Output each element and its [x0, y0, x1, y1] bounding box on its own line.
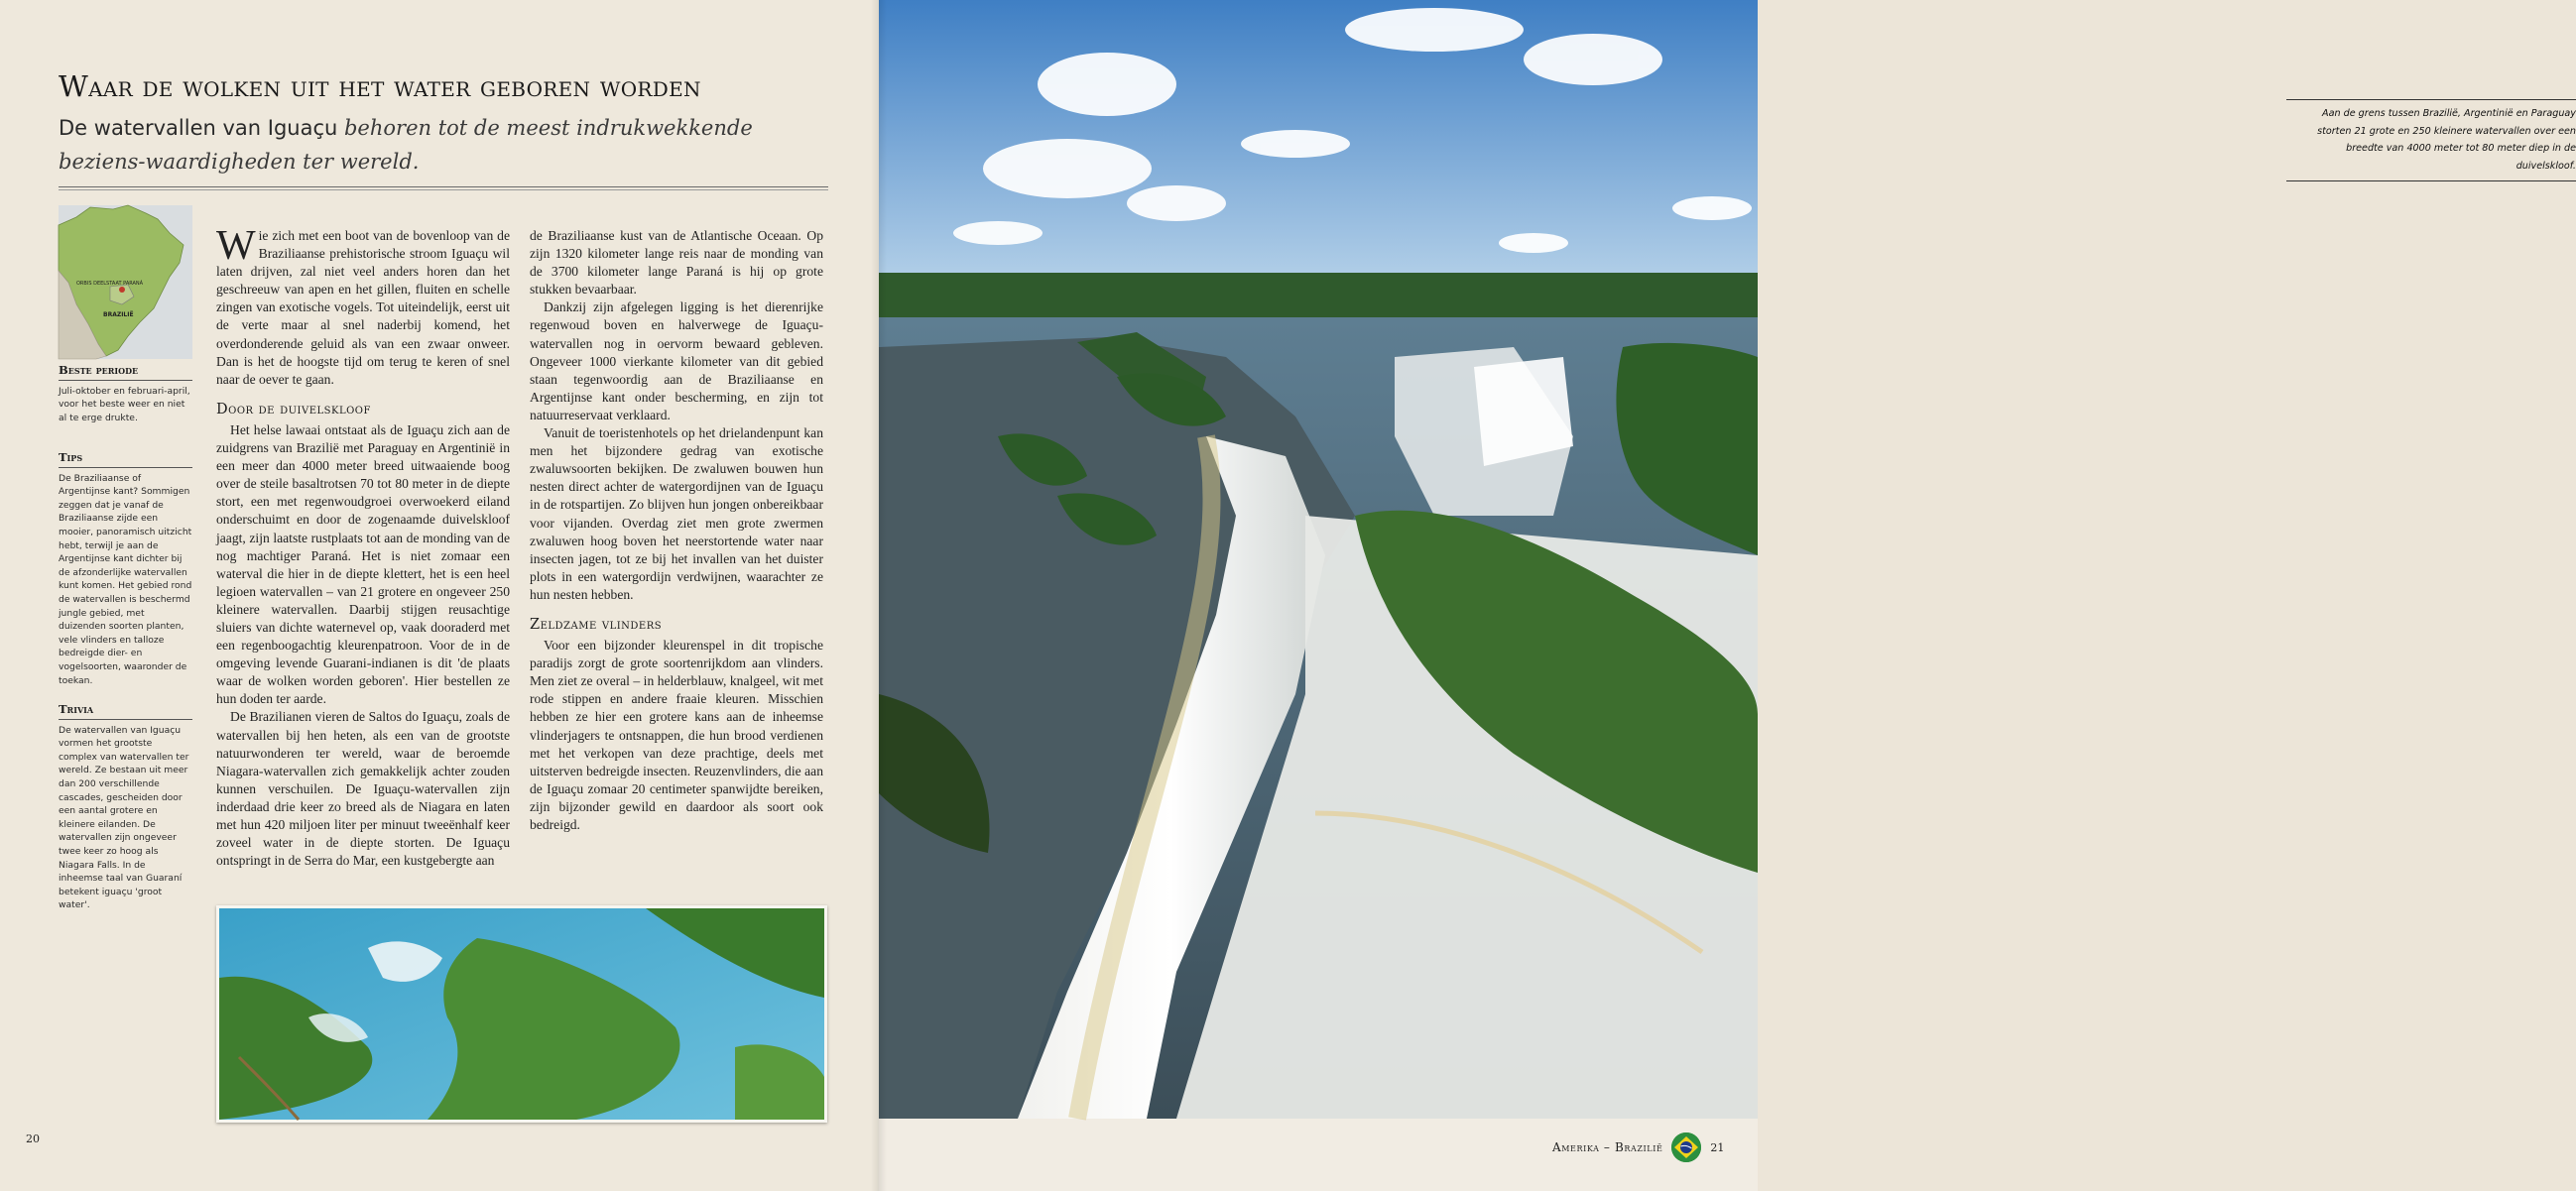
subtitle-italic: behoren tot de meest indrukwekkende beziens-waardigheden ter wereld.: [59, 116, 753, 174]
page-number-right: 21: [1710, 1140, 1725, 1154]
article-title: Waar de wolken uit het water geboren worden: [59, 69, 701, 103]
article-subtitle: [59, 111, 842, 179]
sidebar-heading: Beste periode: [59, 364, 192, 381]
subtitle-regular: De watervallen van Iguaçu: [59, 116, 338, 140]
title-rule: [59, 186, 828, 190]
sidebar-trivia: [59, 703, 192, 912]
section-heading: Zeldzame vlinders: [530, 616, 663, 633]
sidebar-tips: [59, 451, 192, 687]
body-column-1: [216, 223, 510, 870]
sidebar-text: Juli-oktober en februari-april, voor het beste weer en niet al te erge drukte.: [59, 385, 190, 423]
aerial-falls-photo: [216, 905, 827, 1123]
section-label: Amerika – Brazilië: [1552, 1140, 1663, 1154]
section-heading: Door de duivelskloof: [216, 401, 371, 417]
body-paragraph: De Brazilianen vieren de Saltos do Iguaçu, zoals de watervallen bij hen heten, als een van de grootste natuurwonderen ter wereld, waar de beroemde Niagara-watervallen zich gemakkelijk achter zouden kunnen verschuilen. De Iguaçu-watervallen zijn inderdaad drie keer zo breed als de Niagara en laten met hun 420 miljoen liter per minuut tweeënhalf keer zoveel water in de diepte storten. De Iguaçu ontspringt in de Serra do Mar, een kustgebergte aan: [216, 709, 510, 869]
sidebar-text: De Braziliaanse of Argentijnse kant? Sommigen zeggen dat je vanaf de Braziliaanse zijde een mooier, panoramisch uitzicht hebt, terwijl je aan de Argentijnse kant dichter bij de afzonderlijke watervallen kunt komen. Het gebied rond de watervallen is beschermd jungle gebied, met duizenden soorten planten, vele vlinders en talloze bedreigde dier- en vogelsoorten, waaronder de toekan.: [59, 472, 192, 686]
map-label-country: BRAZILIË: [103, 311, 134, 318]
brazil-flag-icon: [1671, 1132, 1701, 1162]
sidebar-heading: Trivia: [59, 703, 192, 720]
footer-right: [1552, 1132, 1724, 1162]
sidebar-best-period: [59, 364, 192, 424]
main-falls-photo: [879, 0, 1758, 1119]
map-label-state: ORBIS DEELSTAAT PARANÁ: [76, 281, 144, 287]
sidebar-heading: Tips: [59, 451, 192, 468]
photo-caption: Aan de grens tussen Brazilië, Argentinië en Paraguay storten 21 grote en 250 kleinere watervallen over een breedte van 4000 meter tot 80 meter diep in de duivelskloof.: [2286, 99, 2576, 181]
iguacu-marker: [119, 287, 125, 293]
left-page: [0, 0, 879, 1191]
dropcap: W: [216, 223, 256, 269]
body-paragraph: Vanuit de toeristenhotels op het drielandenpunt kan men het bijzondere gedrag van exotische zwaluwsoorten bekijken. De zwaluwen bouwen hun nesten direct achter de watergordijnen van de Iguaçu in de rotspartijen. Zo blijven hun jongen onbereikbaar voor vijanden. Overdag ziet men grote zwermen zwaluwen hoog boven het neerstortende water naar insecten jagen, tot ze bij het invallen van het duister plots in een watergordijn verdwijnen, waarachter ze hun nesten hebben.: [530, 425, 823, 602]
body-column-2: [530, 227, 823, 834]
body-paragraph: Voor een bijzonder kleurenspel in dit tropische paradijs zorgt de grote soortenrijkdom aan vlinders. Men ziet ze overal – in helderblauw, knalgeel, wit met rode stippen en andere fraaie kleuren. Misschien hebben ze hier een grotere kans aan de inheemse vlinderjagers te ontsnappen, die hun brood verdienen met het verkopen van deze prachtige, deels met uitsterven bedreigde insecten. Reuzenvlinders, die aan de Iguaçu zomaar 20 centimeter spanwijdte bereiken, zijn bijzonder gewild en daardoor als soort ook bedreigd.: [530, 638, 823, 832]
page-number-left: 20: [26, 1132, 40, 1145]
intro-paragraph: Wie zich met een boot van de bovenloop van de Braziliaanse prehistorische stroom Iguaçu wil laten drijven, zal niet veel anders horen dan het geschreeuw van apen en het gillen, fluiten en schelle zingen van exotische vogels. Tot uiteindelijk, eerst uit de verte maar al snel naderbij komend, het overdonderende geluid als van een zwaar onweer. Dan is het de hoogste tijd om terug te keren of snel naar de oever te gaan.: [216, 223, 510, 387]
right-page: [879, 0, 2576, 1191]
body-paragraph: Het helse lawaai ontstaat als de Iguaçu zich aan de zuidgrens van Brazilië met Paraguay en Argentinië in een meer dan 4000 meter breed uitwaaiende boog over de steile basaltrotsen 70 tot 80 meter in de diepte stort, een met regenwoudgroei overwoekerd eiland onderschuimt en door de zogenaamde duivelskloof jaagt, zijn laatste rustplaats tot aan de monding van de nog machtiger Paraná. Het is niet zomaar een waterval die hier in de diepte klettert, het is een heel legioen watervallen – van 21 grotere en ongeveer 250 kleinere watervallen. Daarbij stijgen reusachtige sluiers van dichte waternevel op, vaak dooraderd met een regenboogachtig kleurenpatroon. Voor de in de omgeving levende Guarani-indianen is dit 'de plaats waar de wolken worden geboren'. Hier bestellen ze hun doden ter aarde.: [216, 421, 510, 707]
brazil-locator-map: [59, 205, 192, 359]
spine-shadow: [871, 0, 887, 1191]
body-paragraph: Dankzij zijn afgelegen ligging is het dierenrijke regenwoud boven en halverwege de Iguaçu-watervallen nog in oervorm bewaard gebleven. Ongeveer 1000 vierkante kilometer van dit gebied staan tegenwoordig aan de Braziliaanse en Argentijnse kant onder bescherming, en zijn tot natuurreservaat verklaard.: [530, 299, 823, 422]
body-paragraph: de Braziliaanse kust van de Atlantische Oceaan. Op zijn 1320 kilometer lange reis naar de monding van de 3700 kilometer lange Paraná is hij op grote stukken bevaarbaar.: [530, 228, 823, 298]
sidebar-text: De watervallen van Iguaçu vormen het grootste complex van watervallen ter wereld. Ze bestaan uit meer dan 200 verschillende cascades, gescheiden door een aantal grotere en kleinere eilanden. De watervallen zijn ongeveer twee keer zo hoog als Niagara Falls. In de inheemse taal van Guaraní betekent iguaçu 'groot water'.: [59, 724, 189, 911]
